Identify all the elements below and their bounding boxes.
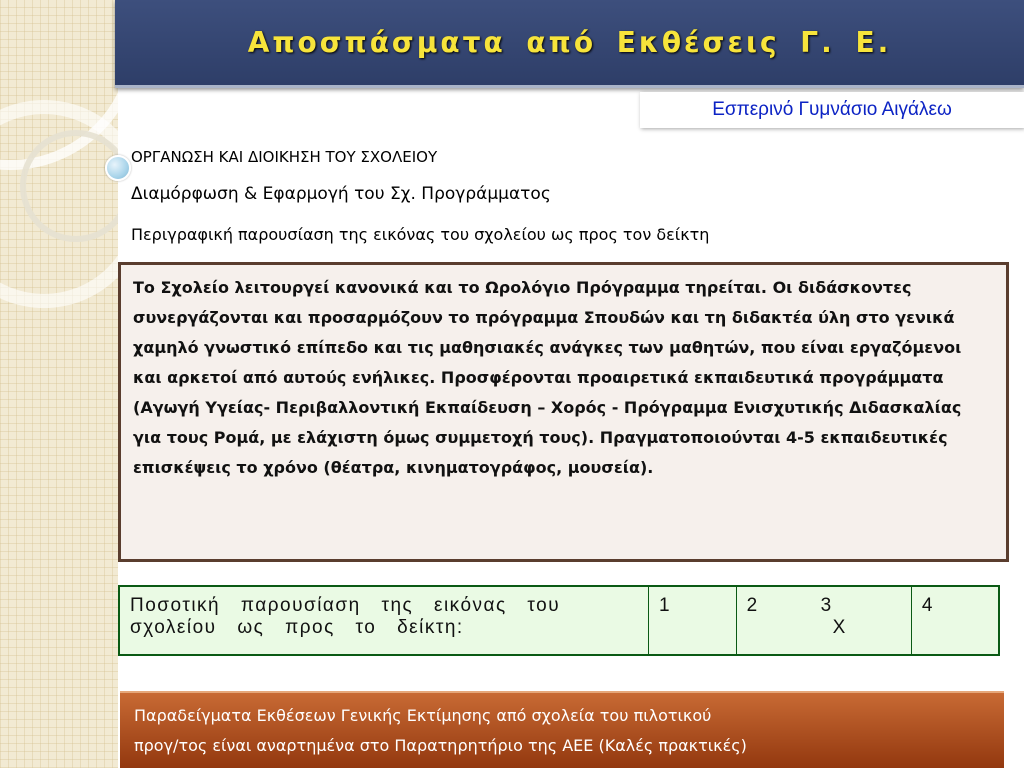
decorative-bullet-circle [105,155,131,181]
rating-label-line: σχολείου ως προς το δείκτη: [130,617,464,638]
rating-label-cell [119,586,649,655]
footer-line: προγ/τος είναι αναρτημένα στο Παρατηρητήριο της ΑΕΕ (Καλές πρακτικές) [134,736,747,755]
score-value: 3 [820,595,832,616]
footer-line: Παραδείγματα Εκθέσεων Γενικής Εκτίμησης από σχολεία του πιλοτικού [134,706,712,725]
score-value: 1 [659,595,670,616]
score-value: 2 [746,595,758,616]
title-bar [115,0,1024,88]
score-cell-1 [649,586,737,655]
rating-label-line: Ποσοτική παρουσίαση της εικόνας του [130,595,561,616]
section-heading: ΟΡΓΑΝΩΣΗ ΚΑΙ ΔΙΟΙΚΗΣΗ ΤΟΥ ΣΧΟΛΕΙΟΥ [131,148,438,166]
score-value: 4 [921,595,933,616]
score-cell-4 [911,586,999,655]
subsection-heading: Διαμόρφωση & Εφαρμογή του Σχ. Προγράμματος [131,184,551,204]
rating-table [118,585,1000,656]
slide-title: Αποσπάσματα από Εκθέσεις Γ. Ε. [247,26,892,59]
description-heading: Περιγραφική παρουσίαση της εικόνας του σχολείου ως προς τον δείκτη [131,225,710,244]
footer-note-box [120,691,1004,768]
score-cell-2-3 [736,586,911,655]
school-name-label: Εσπερινό Γυμνάσιο Αιγάλεω [640,92,1024,128]
selected-score-mark: X [832,617,846,638]
decorative-side-panel [0,0,118,768]
score-values [747,595,901,617]
description-text-box: Το Σχολείο λειτουργεί κανονικά και το Ωρολόγιο Πρόγραμμα τηρείται. Οι διδάσκοντες συνεργάζονται και προσαρμόζουν το πρόγραμμα Σπουδών και τη διδακτέα ύλη στο γενικά χαμηλό γνωστικό επίπεδο και τις μαθησιακές ανάγκες των μαθητών, που είναι εργαζόμενοι και αρκετοί από αυτούς ενήλικες. Προσφέρονται προαιρετικά εκπαιδευτικά προγράμματα (Αγωγή Υγείας- Περιβαλλοντική Εκπαίδευση – Χορός - Πρόγραμμα Ενισχυτικής Διδασκαλίας για τους Ρομά, με ελάχιστη όμως συμμετοχή τους). Πραγματοποιούνται 4-5 εκπαιδευτικές επισκέψεις το χρόνο (θέατρα, κινηματογράφος, μουσεία). [118,262,1009,562]
